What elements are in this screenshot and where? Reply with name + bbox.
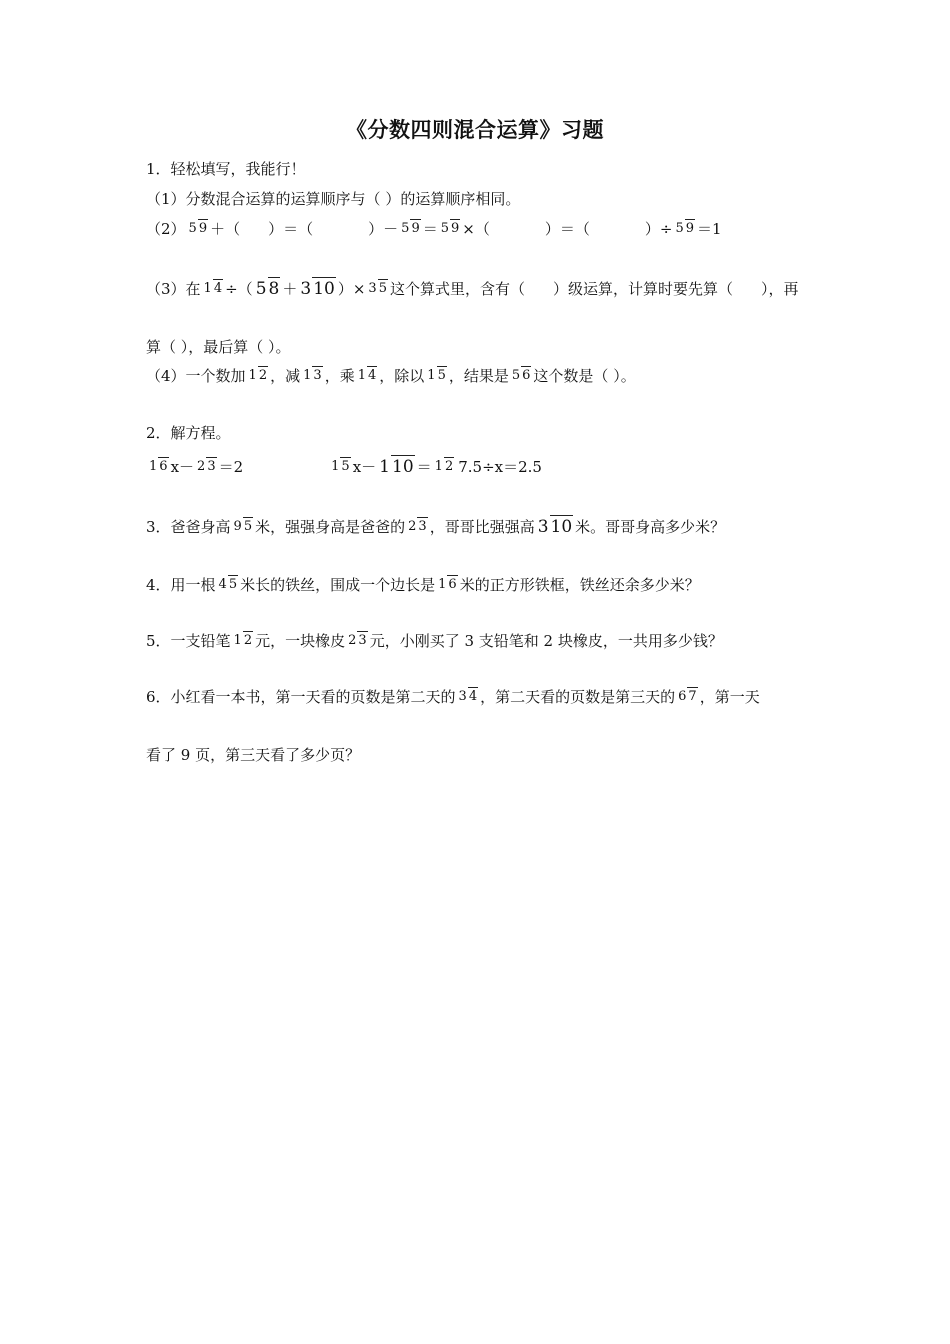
text-segment: ，第一天 bbox=[699, 688, 760, 706]
q1-part1 bbox=[146, 192, 520, 207]
q1-part3-label: （3）在 bbox=[146, 280, 201, 299]
q6-line2 bbox=[146, 748, 360, 763]
text-segment: ÷（ bbox=[225, 280, 253, 299]
fraction: 2 3 bbox=[408, 519, 427, 535]
text-segment: ，减 bbox=[270, 367, 301, 385]
text-segment: x－ bbox=[170, 458, 195, 477]
fraction: 6 7 bbox=[678, 689, 697, 705]
fraction: 3 10 bbox=[537, 517, 573, 537]
fraction: 5 9 bbox=[188, 221, 208, 237]
fraction: 1 5 bbox=[331, 459, 350, 475]
text-segment: ＝2 bbox=[218, 458, 244, 477]
text-segment: ＝ bbox=[416, 458, 432, 477]
text-segment: 元，一块橡皮 bbox=[255, 632, 346, 650]
q1-part1-text: （1）分数混合运算的运算顺序与（ ）的运算顺序相同。 bbox=[146, 190, 521, 208]
text-segment: 米，强强身高是爸爸的 bbox=[255, 518, 406, 537]
q1-heading bbox=[146, 162, 306, 177]
fraction: 5 9 bbox=[675, 221, 695, 237]
page-title: 《分数四则混合运算》习题 bbox=[346, 118, 604, 142]
text-segment: ，结果是 bbox=[448, 367, 509, 385]
q1-part3-line2 bbox=[146, 340, 291, 355]
text-segment: ＝ bbox=[422, 220, 438, 238]
text-segment: 看了 9 页，第三天看了多少页？ bbox=[146, 746, 361, 764]
q4 bbox=[146, 578, 700, 593]
fraction: 9 5 bbox=[233, 519, 253, 535]
q1-heading-text: 1．轻松填写，我能行！ bbox=[146, 160, 306, 178]
text-segment: 这个算式里，含有（ bbox=[389, 280, 525, 299]
fraction: 2 3 bbox=[197, 459, 216, 475]
text-segment: ×（ bbox=[462, 220, 490, 238]
q2-heading-text: 2．解方程。 bbox=[146, 424, 231, 442]
fraction: 5 9 bbox=[401, 221, 420, 237]
text-segment: 6．小红看一本书，第一天看的页数是第二天的 bbox=[146, 688, 456, 706]
text-segment: ，哥哥比强强高 bbox=[429, 518, 535, 537]
fraction: 5 8 bbox=[255, 279, 280, 299]
text-segment: 米长的铁丝，围成一个边长是 bbox=[240, 576, 436, 594]
fraction: 3 5 bbox=[368, 281, 387, 297]
fraction: 1 5 bbox=[427, 368, 446, 384]
fraction: 1 2 bbox=[434, 459, 454, 475]
fraction: 5 6 bbox=[511, 368, 531, 384]
fraction: 1 6 bbox=[438, 577, 457, 593]
text-segment: 3．爸爸身高 bbox=[146, 518, 231, 537]
q2-heading bbox=[146, 426, 231, 441]
text-segment: ，乘 bbox=[324, 367, 355, 385]
text-segment: 7.5÷x＝2.5 bbox=[458, 458, 542, 477]
text-segment: ＝1 bbox=[697, 220, 722, 238]
text-segment: ）级运算，计算时要先算（ bbox=[552, 280, 733, 299]
fraction: 1 10 bbox=[379, 457, 414, 477]
text-segment: ＋（ bbox=[210, 220, 241, 238]
text-segment: ）＝（ bbox=[544, 220, 590, 238]
text-segment: ）× bbox=[337, 280, 366, 299]
text-segment: x－ bbox=[352, 458, 377, 477]
q1-part3 bbox=[146, 280, 799, 300]
fraction: 1 3 bbox=[303, 368, 322, 384]
fraction: 1 2 bbox=[233, 633, 253, 649]
q1-part2 bbox=[146, 222, 722, 237]
fraction: 3 10 bbox=[300, 279, 335, 299]
text-segment: 5．一支铅笔 bbox=[146, 632, 231, 650]
q5 bbox=[146, 634, 723, 649]
q2-equations bbox=[146, 458, 542, 478]
fraction: 1 6 bbox=[149, 459, 168, 475]
q1-part2-label: （2） bbox=[146, 220, 186, 238]
text-segment: 4．用一根 bbox=[146, 576, 216, 594]
q1-part4 bbox=[146, 369, 636, 384]
text-segment: 这个数是（ ）。 bbox=[533, 367, 636, 385]
fraction: 1 4 bbox=[357, 368, 377, 384]
q3 bbox=[146, 518, 725, 538]
text-segment: 米。哥哥身高多少米？ bbox=[575, 518, 726, 537]
text-segment: ，第二天看的页数是第三天的 bbox=[480, 688, 676, 706]
fraction: 2 3 bbox=[348, 633, 367, 649]
fraction: 5 9 bbox=[440, 221, 460, 237]
text-segment: ）－ bbox=[368, 220, 399, 238]
text-segment: 元，小刚买了 3 支铅笔和 2 块橡皮，一共用多少钱？ bbox=[369, 632, 723, 650]
text-segment: ），再 bbox=[761, 280, 799, 299]
q6 bbox=[146, 690, 760, 705]
text-segment: ）÷ bbox=[644, 220, 673, 238]
fraction: 4 5 bbox=[218, 577, 238, 593]
text-segment: ，除以 bbox=[379, 367, 425, 385]
fraction: 1 4 bbox=[203, 281, 223, 297]
fraction: 1 2 bbox=[248, 368, 268, 384]
q1-part4-label: （4）一个数加 bbox=[146, 367, 246, 385]
fraction: 3 4 bbox=[458, 689, 478, 705]
text-segment: ）＝（ bbox=[268, 220, 314, 238]
text-segment: 米的正方形铁框，铁丝还余多少米？ bbox=[459, 576, 700, 594]
text-segment: ＋ bbox=[282, 280, 298, 299]
text-segment: 算（ ），最后算（ ）。 bbox=[146, 338, 291, 356]
